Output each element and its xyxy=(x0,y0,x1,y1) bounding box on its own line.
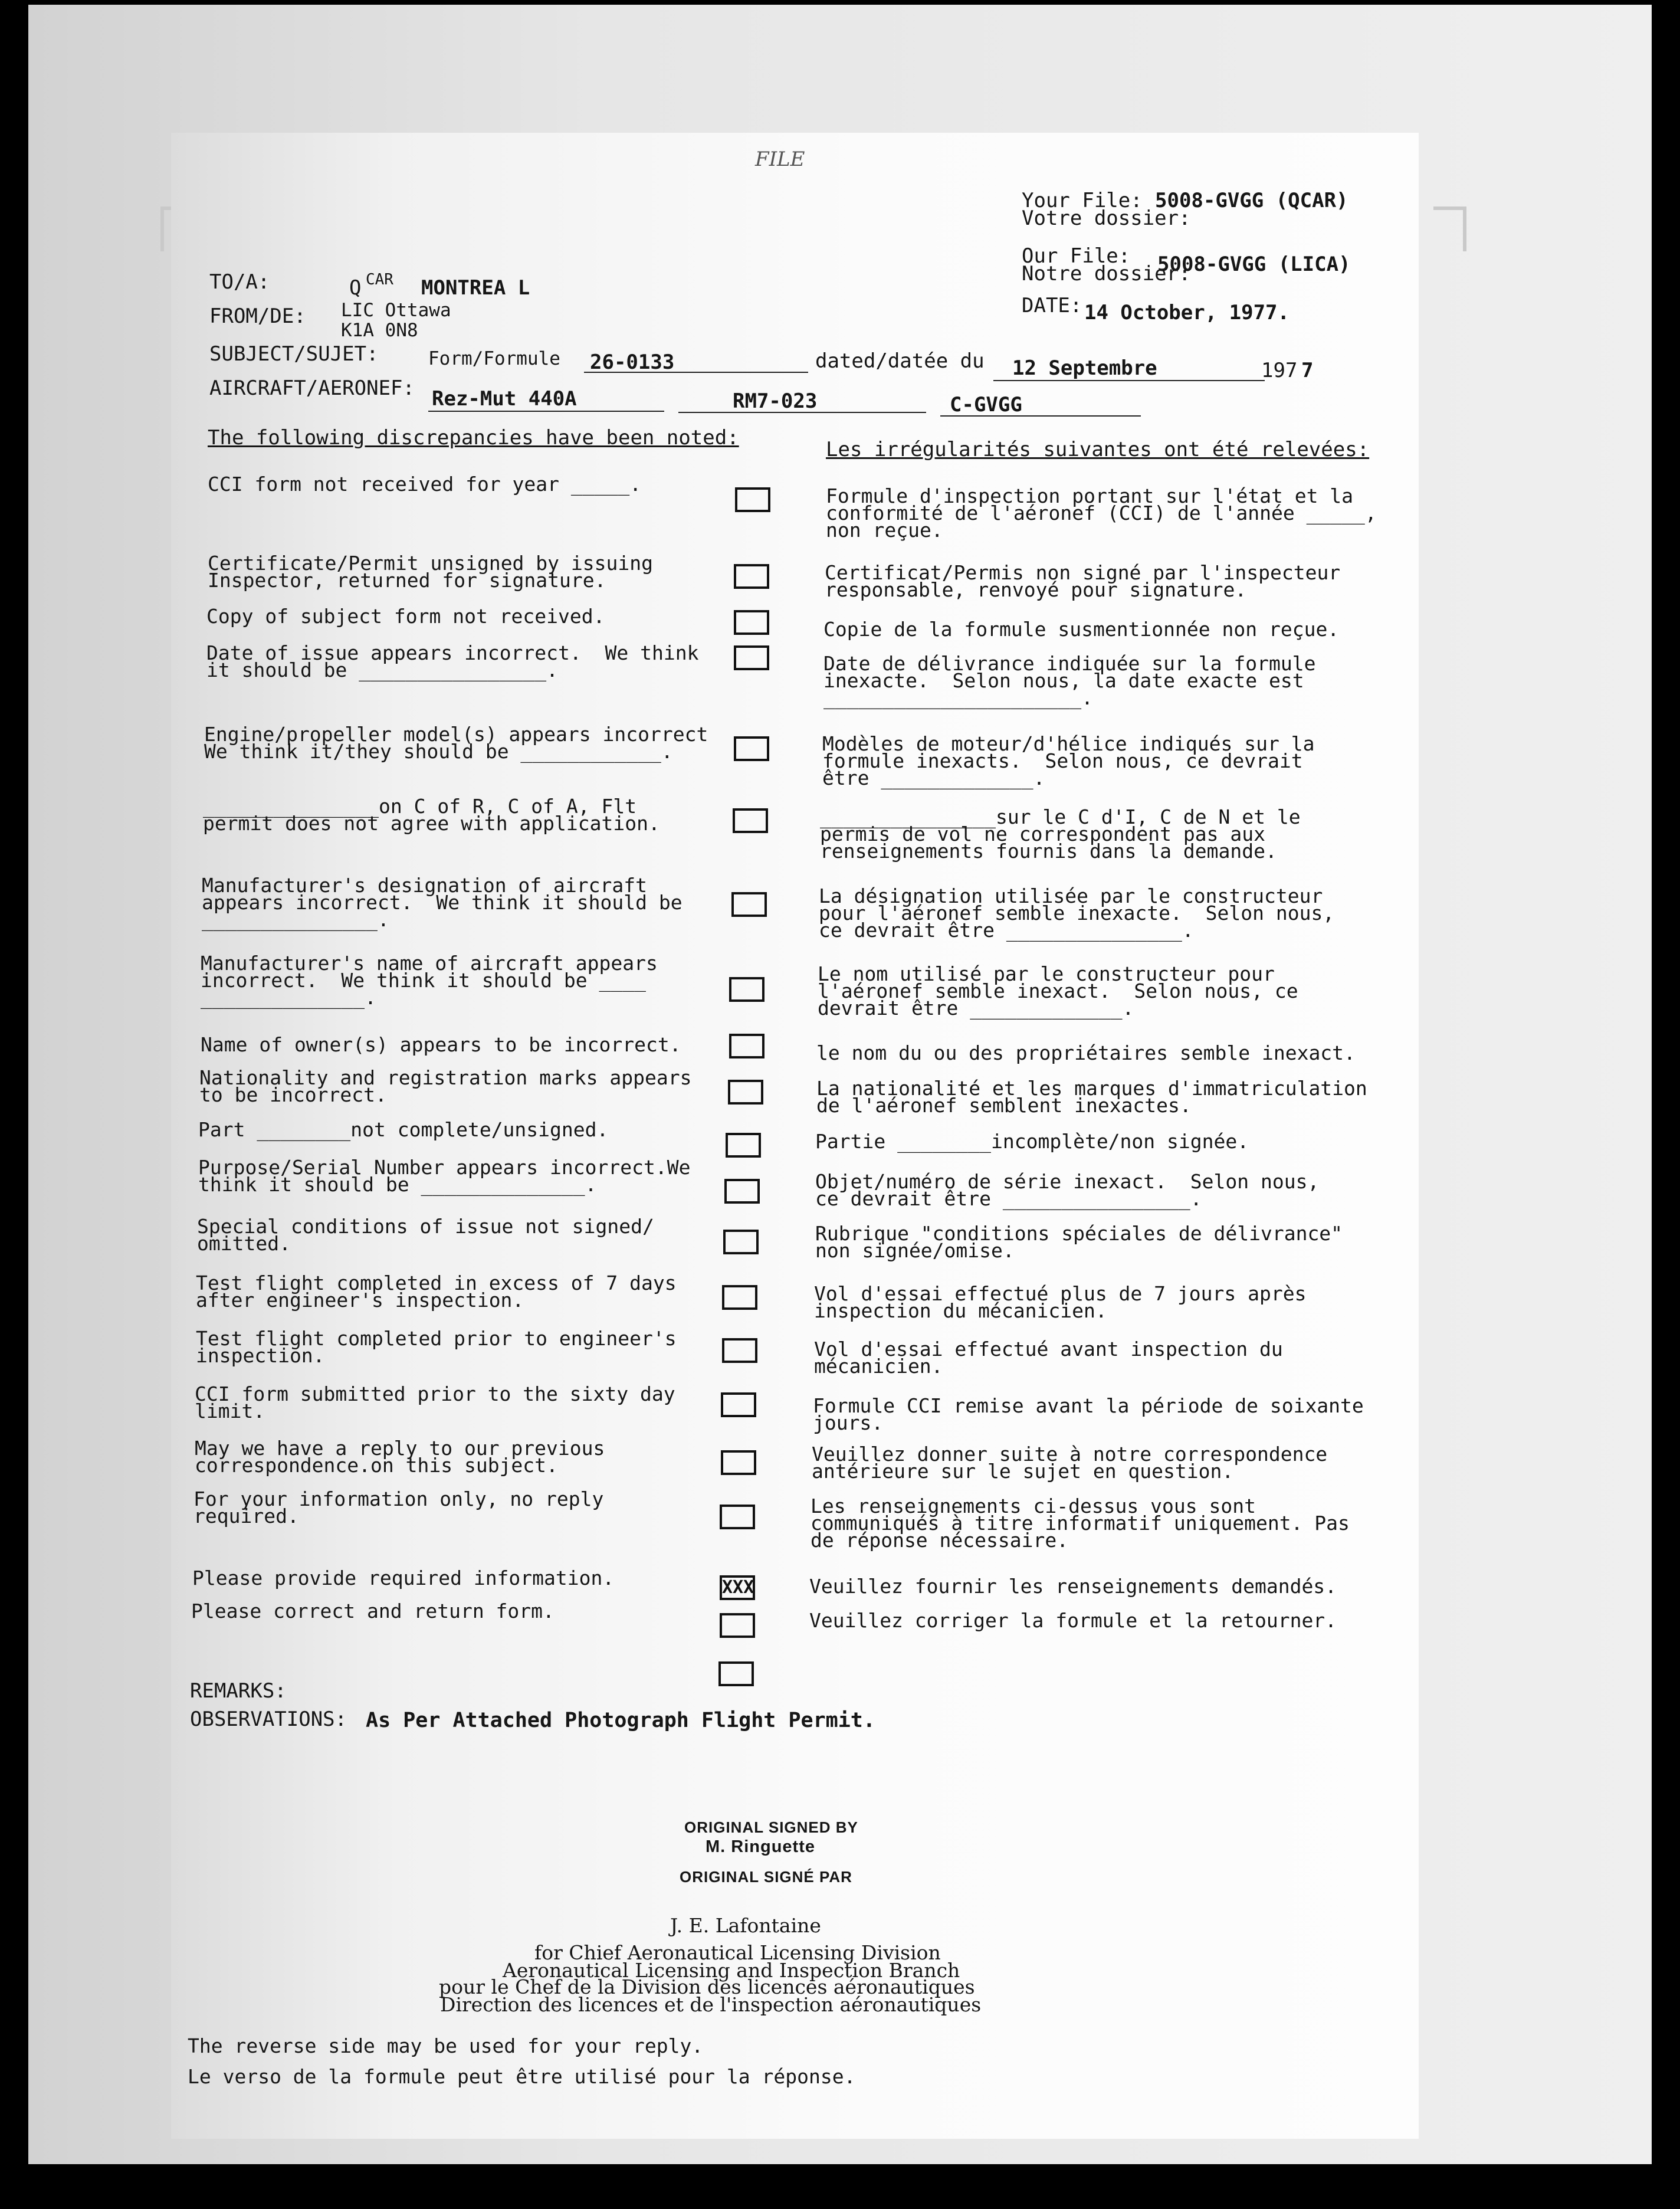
item-fr: Les renseignements ci-dessus vous sont communiqués à titre informatif uniquement. Pas de réponse nécessaire. xyxy=(811,1494,1350,1552)
checkbox[interactable] xyxy=(733,808,768,833)
checkbox[interactable] xyxy=(726,1133,761,1158)
item-en: Test flight completed in excess of 7 days after engineer's inspection. xyxy=(196,1271,677,1312)
dated-label: dated/datée du xyxy=(815,349,985,373)
signatory-line3: pour le Chef de la Division des licences aéronautiques xyxy=(439,1975,975,1998)
stamp-original-signe-par: ORIGINAL SIGNÉ PAR xyxy=(680,1868,852,1886)
item-fr: Vol d'essai effectué avant inspection du mécanicien. xyxy=(814,1338,1283,1378)
item-en: Manufacturer's designation of aircraft appears incorrect. We think it should be _______________. xyxy=(202,874,682,931)
checkbox[interactable] xyxy=(722,1285,757,1310)
checkbox[interactable] xyxy=(723,1230,759,1254)
signatory-line1: for Chief Aeronautical Licensing Division xyxy=(534,1941,941,1964)
heading-right: Les irrégularités suivantes ont été relevées: xyxy=(826,438,1370,461)
item-fr: Rubrique "conditions spéciales de délivrance" non signée/omise. xyxy=(815,1222,1343,1262)
from-line2: K1A 0N8 xyxy=(341,320,418,341)
aircraft-serial-line xyxy=(678,412,926,413)
remarks-label: REMARKS: xyxy=(190,1679,287,1703)
item-en: Date of issue appears incorrect. We think it should be ________________. xyxy=(206,641,699,681)
your-file-label: Your File: xyxy=(1022,189,1143,212)
item-en: Please correct and return form. xyxy=(191,1600,554,1623)
item-fr: Date de délivrance indiquée sur la formule inexacte. Selon nous, la date exacte est ______________________. xyxy=(823,652,1316,709)
votre-dossier-label: Votre dossier: xyxy=(1022,207,1191,230)
item-fr: Copie de la formule susmentionnée non reçue. xyxy=(823,618,1340,641)
item-en: Certificate/Permit unsigned by issuing Inspector, returned for signature. xyxy=(208,552,653,592)
checkbox[interactable] xyxy=(720,1505,755,1529)
item-fr: Veuillez donner suite à notre correspondence antérieure sur le sujet en question. xyxy=(812,1443,1328,1483)
checkbox[interactable] xyxy=(729,1034,764,1058)
aircraft-model: Rez-Mut 440A xyxy=(432,387,577,411)
footer-en: The reverse side may be used for your reply. xyxy=(188,2034,704,2057)
item-fr: Partie ________incomplète/non signée. xyxy=(815,1130,1249,1153)
stamp-name: M. Ringuette xyxy=(706,1837,815,1856)
to-city: MONTREA L xyxy=(421,276,530,300)
checkbox[interactable] xyxy=(731,892,767,917)
item-fr: Vol d'essai effectué plus de 7 jours après inspection du mécanicien. xyxy=(814,1282,1307,1322)
remarks-value: As Per Attached Photograph Flight Permit. xyxy=(366,1709,875,1732)
form-value: 26-0133 xyxy=(590,350,675,374)
checkbox[interactable] xyxy=(734,645,769,670)
checkbox[interactable] xyxy=(729,977,764,1002)
item-en: Purpose/Serial Number appears incorrect.We think it should be ______________. xyxy=(198,1156,691,1196)
year-suffix: 7 xyxy=(1301,359,1314,382)
item-fr: Certificat/Permis non signé par l'inspecteur responsable, renvoyé pour signature. xyxy=(825,561,1341,601)
our-file-value: 5008-GVGG (LICA) xyxy=(1157,253,1351,276)
heading-left: The following discrepancies have been noted: xyxy=(208,426,739,450)
checkbox[interactable] xyxy=(734,564,769,589)
stamp-original-signed-by: ORIGINAL SIGNED BY xyxy=(684,1818,858,1836)
item-fr: Formule d'inspection portant sur l'état et la conformité de l'aéronef (CCI) de l'année _____, non reçue. xyxy=(826,484,1377,542)
item-en: _______________on C of R, C of A, Flt permit does not agree with application. xyxy=(203,795,660,835)
corner-mark xyxy=(1433,207,1466,251)
item-fr: _______________sur le C d'I, C de N et le permis de vol ne correspondent pas aux renseignements fournis dans la demande. xyxy=(820,805,1301,863)
item-en: Special conditions of issue not signed/ omitted. xyxy=(197,1215,654,1255)
to-q: Q xyxy=(349,276,362,300)
observations-label: OBSERVATIONS: xyxy=(190,1707,347,1731)
item-fr: Veuillez fournir les renseignements demandés. xyxy=(809,1575,1337,1598)
item-en: CCI form submitted prior to the sixty day limit. xyxy=(195,1382,675,1423)
item-en: Engine/propeller model(s) appears incorrect We think it/they should be ____________. xyxy=(204,723,708,763)
checkbox[interactable] xyxy=(721,1450,756,1475)
aircraft-reg: C-GVGG xyxy=(950,393,1022,417)
to-label: TO/A: xyxy=(209,270,270,294)
dated-line xyxy=(993,380,1265,381)
checkbox[interactable] xyxy=(722,1338,757,1363)
checkbox[interactable] xyxy=(734,610,769,635)
notre-dossier-label: Notre dossier: xyxy=(1022,262,1191,286)
item-fr: le nom du ou des propriétaires semble inexact. xyxy=(816,1041,1356,1064)
item-fr: Objet/numéro de série inexact. Selon nous, ce devrait être ________________. xyxy=(815,1170,1320,1210)
checkbox[interactable] xyxy=(721,1392,756,1417)
item-fr: Le nom utilisé par le constructeur pour l'aéronef semble inexact. Selon nous, ce devrait être _____________. xyxy=(818,962,1298,1020)
item-en: Name of owner(s) appears to be incorrect. xyxy=(201,1033,681,1056)
item-en: Manufacturer's name of aircraft appears incorrect. We think it should be ____ ______________. xyxy=(201,952,658,1009)
item-en: Copy of subject form not received. xyxy=(206,605,605,628)
item-en: Please provide required information. xyxy=(192,1566,615,1589)
subject-label: SUBJECT/SUJET: xyxy=(209,342,379,366)
aircraft-serial: RM7-023 xyxy=(733,389,818,413)
signatory-name: J. E. Lafontaine xyxy=(670,1914,821,1937)
from-label: FROM/DE: xyxy=(209,304,306,328)
your-file-value: 5008-GVGG (QCAR) xyxy=(1155,189,1348,212)
to-car: CAR xyxy=(366,271,393,289)
footer-fr: Le verso de la formule peut être utilisé pour la réponse. xyxy=(188,2065,856,2088)
signatory-line4: Direction des licences et de l'inspection aéronautiques xyxy=(440,1993,982,2016)
item-fr: La nationalité et les marques d'immatriculation de l'aéronef semblent inexactes. xyxy=(816,1077,1367,1117)
item-fr: La désignation utilisée par le constructeur pour l'aéronef semble inexacte. Selon nous, ce devrait être _______________. xyxy=(819,884,1335,942)
checkbox[interactable] xyxy=(720,1613,755,1638)
item-fr: Formule CCI remise avant la période de soixante jours. xyxy=(813,1394,1364,1434)
aircraft-reg-line xyxy=(940,415,1141,417)
checkbox[interactable] xyxy=(735,487,770,512)
checkbox-remarks[interactable] xyxy=(718,1661,754,1686)
checkbox[interactable] xyxy=(734,736,769,761)
date-label: DATE: xyxy=(1022,294,1082,317)
handwritten-note: FILE xyxy=(755,148,805,171)
form-label: Form/Formule xyxy=(428,348,560,369)
from-line1: LIC Ottawa xyxy=(341,300,451,321)
checkbox[interactable] xyxy=(728,1080,763,1104)
item-en: Test flight completed prior to engineer's inspection. xyxy=(196,1327,677,1367)
signatory-line2: Aeronautical Licensing and Inspection Branch xyxy=(503,1959,960,1982)
item-en: CCI form not received for year _____. xyxy=(208,473,642,496)
aircraft-label: AIRCRAFT/AERONEF: xyxy=(209,376,415,400)
item-fr: Modèles de moteur/d'hélice indiqués sur la formule inexacts. Selon nous, ce devrait être _____________. xyxy=(822,732,1315,789)
item-en: May we have a reply to our previous correspondence.on this subject. xyxy=(195,1437,605,1477)
year-prefix: 197 xyxy=(1261,359,1298,382)
checkbox[interactable] xyxy=(724,1179,760,1204)
item-en: For your information only, no reply required. xyxy=(193,1487,604,1528)
dated-value: 12 Septembre xyxy=(1012,356,1157,380)
item-en: Part ________not complete/unsigned. xyxy=(198,1118,609,1141)
item-en: Nationality and registration marks appears to be incorrect. xyxy=(199,1066,692,1106)
form-number-line xyxy=(584,372,808,373)
date-value: 14 October, 1977. xyxy=(1084,301,1289,325)
our-file-label: Our File: xyxy=(1022,244,1131,268)
item-fr: Veuillez corriger la formule et la retourner. xyxy=(809,1609,1337,1632)
aircraft-model-line xyxy=(428,411,664,412)
checkbox-checked[interactable]: XXX xyxy=(720,1575,755,1600)
